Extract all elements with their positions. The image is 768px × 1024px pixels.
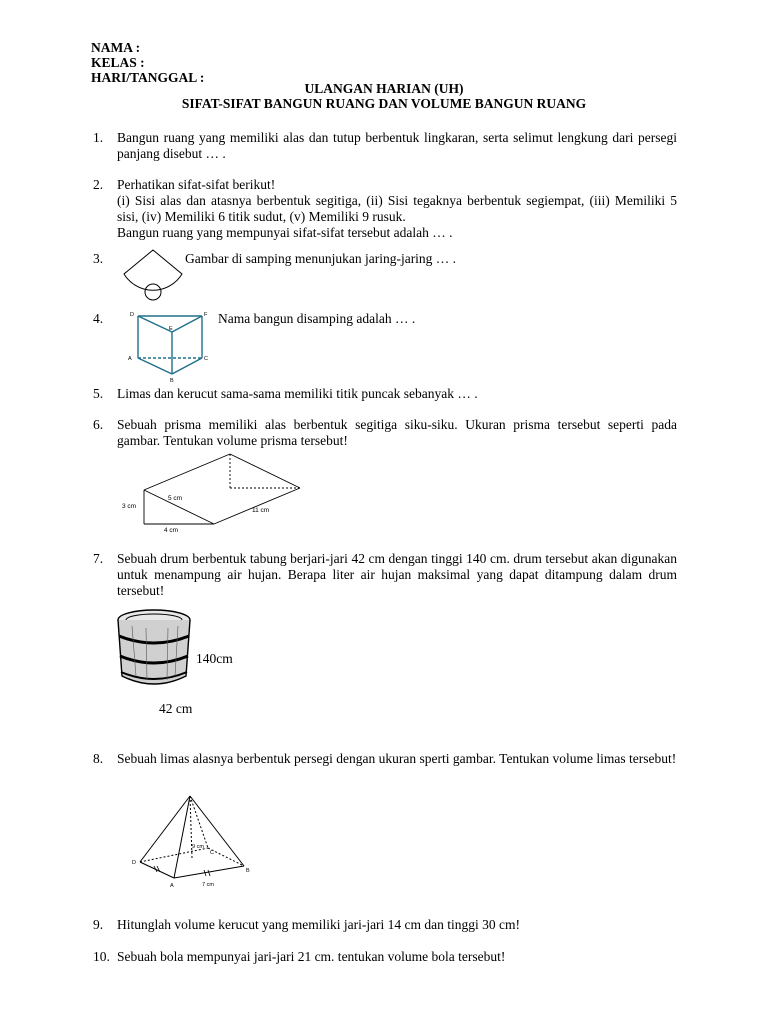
cone-net-figure xyxy=(118,248,188,304)
vertex-label: E xyxy=(169,326,173,332)
dimension-label: 4 cm xyxy=(164,527,179,532)
question-1-text xyxy=(117,130,677,162)
question-8-text: Sebuah limas alasnya berbentuk persegi dengan ukuran sperti gambar. Tentukan volume limas tersebut! xyxy=(117,751,677,766)
question-line: Bangun ruang yang mempunyai sifat-sifat tersebut adalah … . xyxy=(117,225,453,240)
dimension-label: 9 cm xyxy=(192,844,204,850)
page-title: ULANGAN HARIAN (UH) xyxy=(304,81,464,96)
question-7-text: Sebuah drum berbentuk tabung berjari-jari 42 cm dengan tinggi 140 cm. drum tersebut akan digunakan untuk menampung air hujan. Berapa liter air hujan maksimal yang dapat ditampung dalam drum tersebut! xyxy=(117,551,677,598)
question-number: 4. xyxy=(93,311,104,326)
vertex-label: B xyxy=(246,868,250,874)
question-4-text: Nama bangun disamping adalah … . xyxy=(218,311,416,326)
dimension-label: 7 cm xyxy=(202,882,214,888)
class-field-label: KELAS : xyxy=(91,55,145,70)
vertex-label: C xyxy=(204,356,208,362)
dimension-label: 5 cm xyxy=(168,495,183,502)
name-field-label: NAMA : xyxy=(91,40,141,55)
question-number: 1. xyxy=(93,130,104,145)
date-field-label: HARI/TANGGAL : xyxy=(91,70,205,85)
vertex-label: D xyxy=(132,860,136,866)
question-line: (i) Sisi alas dan atasnya berbentuk segitiga, (ii) Sisi tegaknya berbentuk segiempat, (iii) Memiliki 5 sisi, (iv) Memiliki 6 titik sudut, (v) Memiliki 9 rusuk. xyxy=(117,193,677,224)
question-number: 9. xyxy=(93,917,104,932)
vertex-label: A xyxy=(170,883,174,889)
dimension-label: 3 cm xyxy=(122,503,137,510)
question-number: 2. xyxy=(93,177,104,192)
drum-radius-label: 42 cm xyxy=(159,701,193,716)
question-10-text: Sebuah bola mempunyai jari-jari 21 cm. tentukan volume bola tersebut! xyxy=(117,949,506,964)
question-number: 8. xyxy=(93,751,104,766)
square-pyramid-figure xyxy=(126,792,256,890)
question-number: 5. xyxy=(93,386,104,401)
question-line: Bangun ruang yang memiliki alas dan tutup berbentuk lingkaran, serta selimut lengkung dari persegi panjang disebut … . xyxy=(117,130,677,161)
question-6-text: Sebuah prisma memiliki alas berbentuk segitiga siku-siku. Ukuran prisma tersebut seperti pada gambar. Tentukan volume prisma tersebut! xyxy=(117,417,677,448)
vertex-label: C xyxy=(210,850,214,856)
vertex-label: F xyxy=(204,312,208,318)
triangular-prism-figure xyxy=(124,306,214,386)
right-triangle-prism-figure xyxy=(118,450,308,532)
vertex-label: A xyxy=(128,356,132,362)
dimension-label: 11 cm xyxy=(252,507,270,514)
question-5-text: Limas dan kerucut sama-sama memiliki titik puncak sebanyak … . xyxy=(117,386,478,401)
question-number: 6. xyxy=(93,417,104,432)
drum-height-label: 140cm xyxy=(196,651,233,666)
vertex-label: B xyxy=(170,378,174,384)
question-2-text xyxy=(117,177,677,241)
question-number: 7. xyxy=(93,551,104,566)
drum-figure xyxy=(112,606,202,692)
question-line: Perhatikan sifat-sifat berikut! xyxy=(117,177,276,192)
question-3-text: Gambar di samping menunjukan jaring-jaring … . xyxy=(185,251,457,266)
page-subtitle: SIFAT-SIFAT BANGUN RUANG DAN VOLUME BANGUN RUANG xyxy=(181,96,587,111)
question-number: 10. xyxy=(93,949,110,964)
question-number: 3. xyxy=(93,251,104,266)
vertex-label: D xyxy=(130,312,134,318)
question-9-text: Hitunglah volume kerucut yang memiliki jari-jari 14 cm dan tinggi 30 cm! xyxy=(117,917,521,932)
